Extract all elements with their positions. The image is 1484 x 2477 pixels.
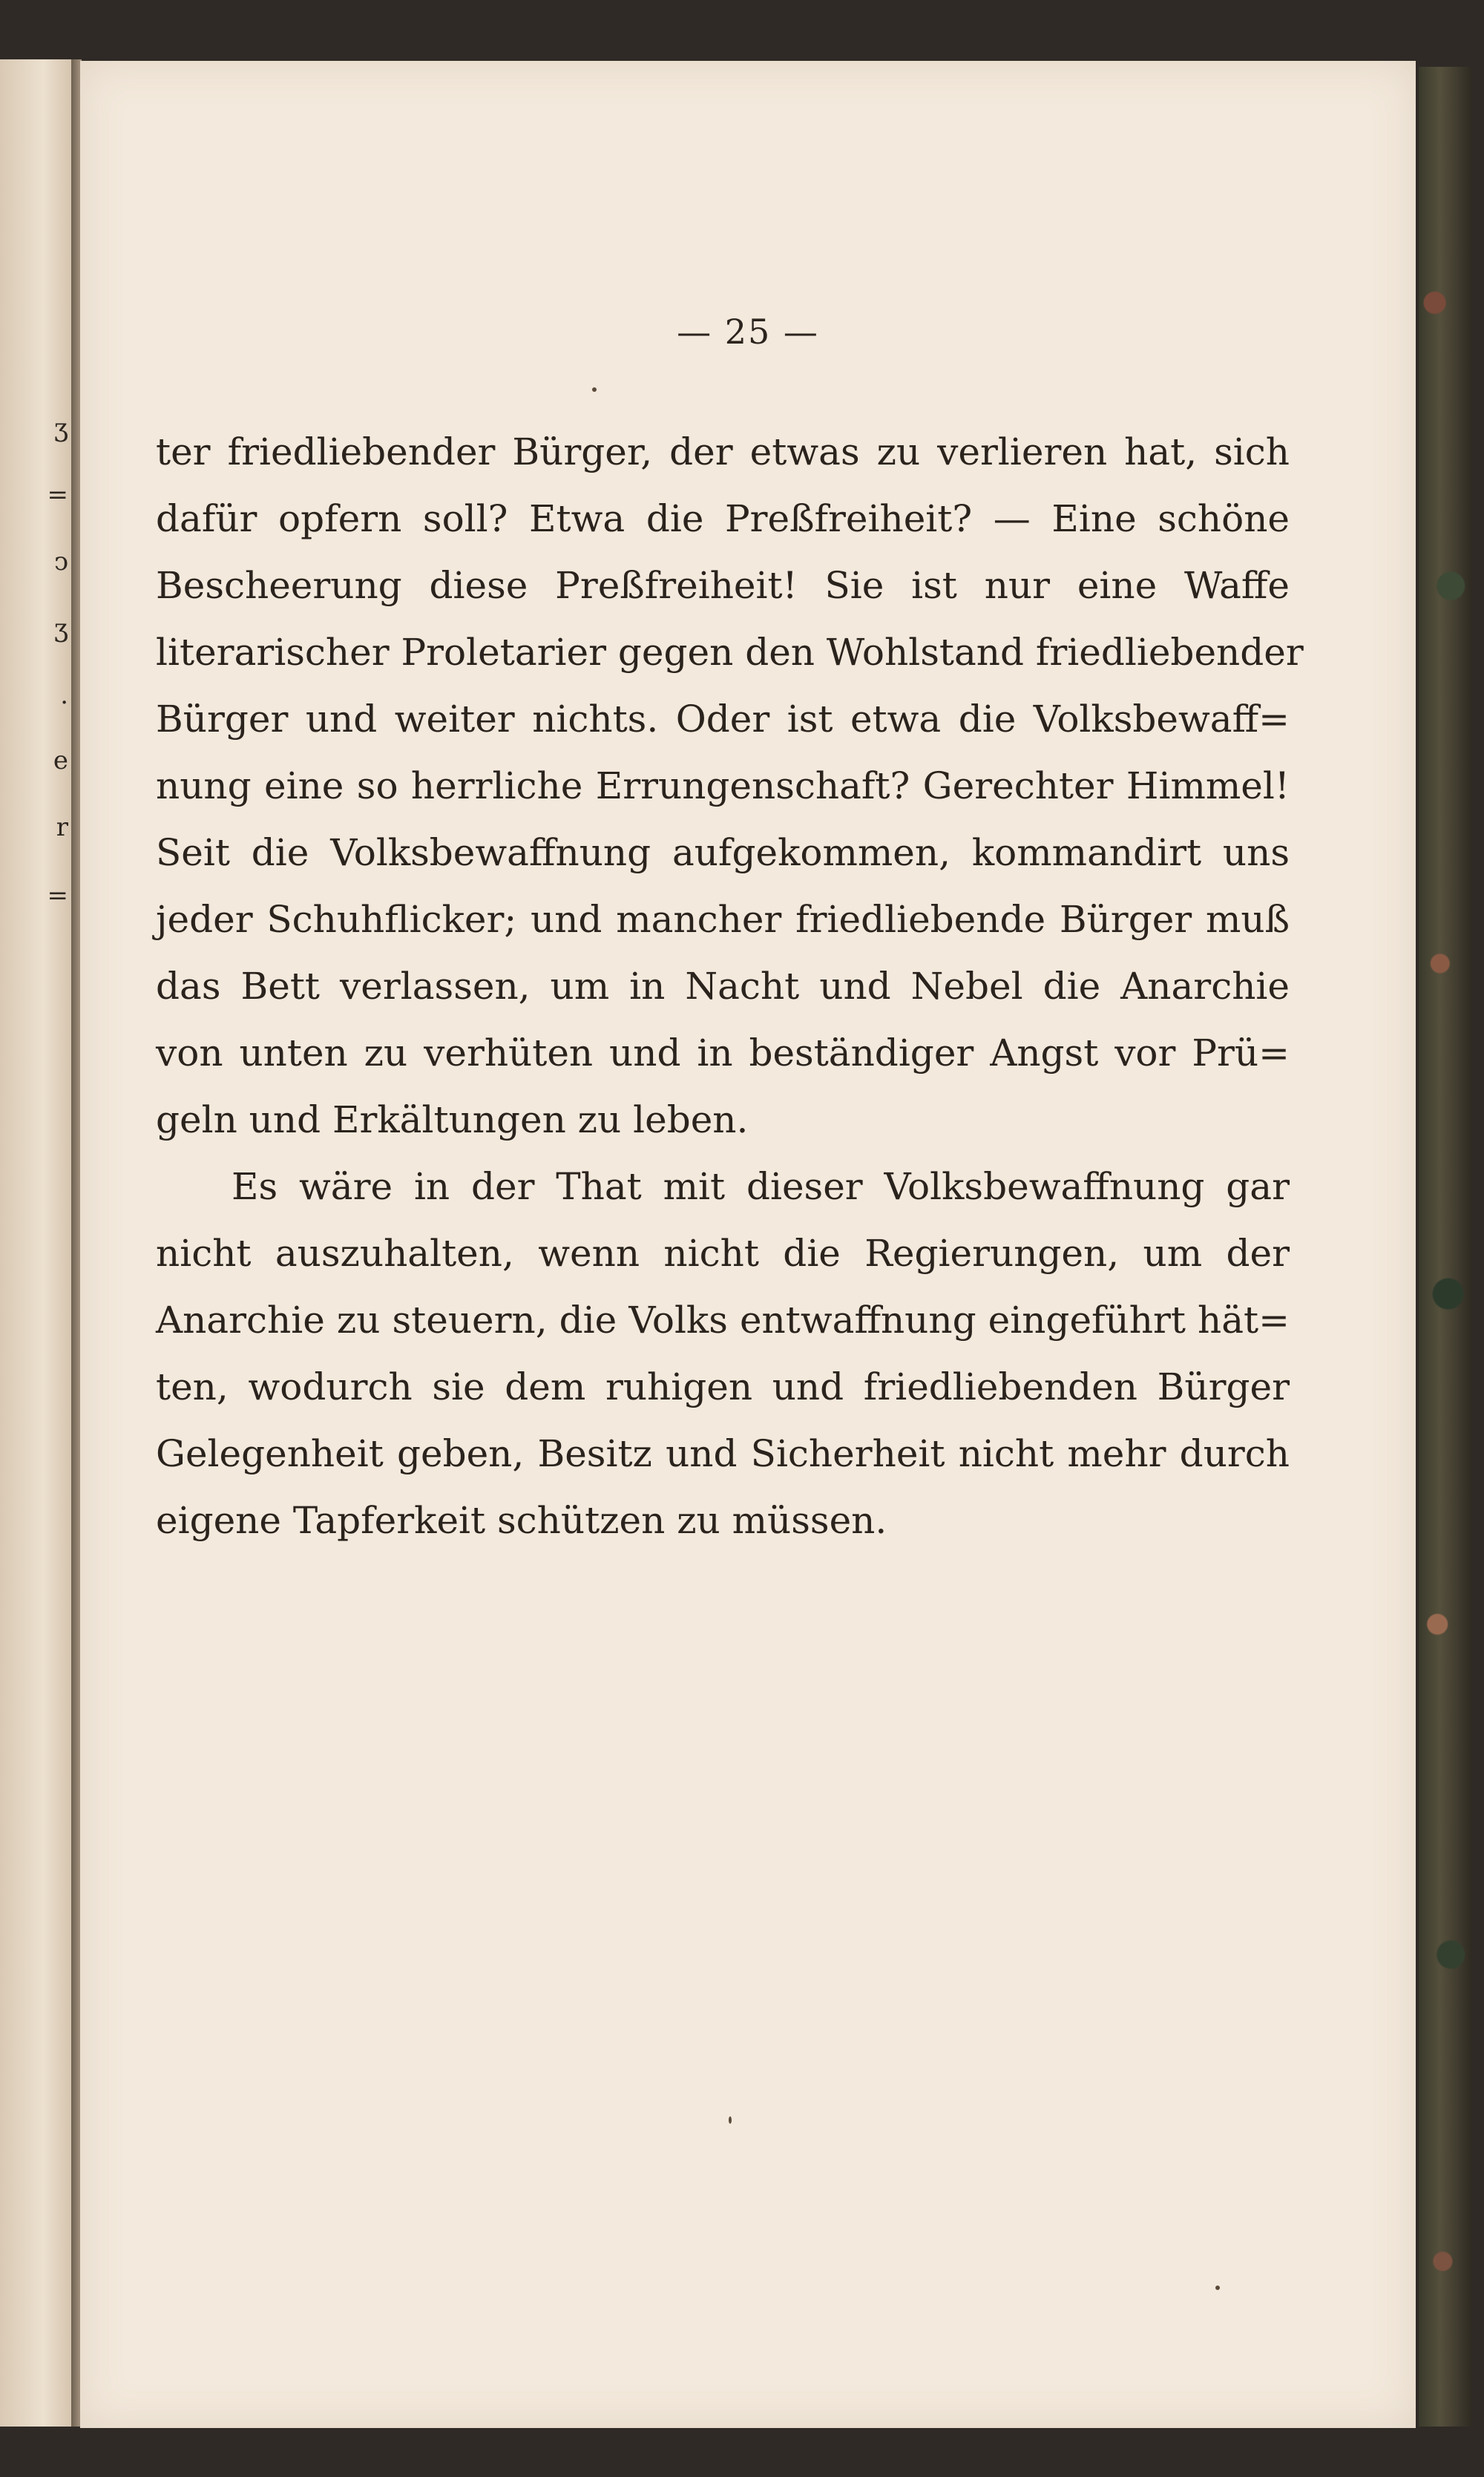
paragraph-2 xyxy=(156,1153,1290,1554)
left-page-fragment xyxy=(0,59,73,2427)
left-margin-mark: e xyxy=(53,746,68,775)
text-line: Gelegenheit geben, Besitz und Sicherheit nicht mehr durch xyxy=(156,1432,1290,1475)
left-margin-mark: ʒ xyxy=(53,413,68,443)
text-line: Seit die Volksbewaffnung aufgekommen, kommandirt uns xyxy=(156,831,1290,874)
text-line: Es wäre in der That mit dieser Volksbewaffnung gar xyxy=(232,1165,1290,1208)
paper-speck xyxy=(1215,2286,1220,2290)
left-margin-mark: = xyxy=(47,881,68,911)
paper-speck xyxy=(592,387,597,392)
body-text xyxy=(156,419,1304,1554)
text-line: von unten zu verhüten und in beständiger Angst vor Prü= xyxy=(156,1031,1290,1075)
text-line: dafür opfern soll? Etwa die Preßfreiheit? — Eine schöne xyxy=(156,497,1290,540)
book-page xyxy=(80,61,1416,2428)
text-line: jeder Schuhflicker; und mancher friedliebende Bürger muß xyxy=(156,898,1290,941)
text-line: literarischer Proletarier gegen den Wohlstand friedliebender xyxy=(156,631,1304,674)
text-line: Bürger und weiter nichts. Oder ist etwa die Volksbewaff= xyxy=(156,698,1290,741)
marbled-book-edge xyxy=(1419,67,1472,2427)
text-line: Anarchie zu steuern, die Volks entwaffnung eingeführt hät= xyxy=(156,1299,1290,1342)
left-margin-mark: . xyxy=(60,680,68,710)
text-line: ter friedliebender Bürger, der etwas zu verlieren hat, sich xyxy=(156,430,1290,473)
left-margin-mark: ↄ xyxy=(53,547,68,577)
paragraph-1 xyxy=(156,419,1304,1153)
text-line: nung eine so herrliche Errungenschaft? Gerechter Himmel! xyxy=(156,764,1290,807)
text-line: ten, wodurch sie dem ruhigen und friedliebenden Bürger xyxy=(156,1365,1290,1408)
text-line: nicht auszuhalten, wenn nicht die Regierungen, um der xyxy=(156,1232,1290,1275)
text-line: eigene Tapferkeit schützen zu müssen. xyxy=(156,1499,887,1542)
left-margin-mark: = xyxy=(47,480,68,510)
paper-speck xyxy=(729,2116,732,2124)
text-line: Bescheerung diese Preßfreiheit! Sie ist nur eine Waffe xyxy=(156,564,1290,607)
left-margin-mark: ʒ xyxy=(53,614,68,643)
left-margin-mark: r xyxy=(56,813,68,842)
page-number: — 25 — xyxy=(677,312,819,352)
text-line: das Bett verlassen, um in Nacht und Nebel die Anarchie xyxy=(156,965,1290,1008)
text-line: geln und Erkältungen zu leben. xyxy=(156,1098,749,1141)
